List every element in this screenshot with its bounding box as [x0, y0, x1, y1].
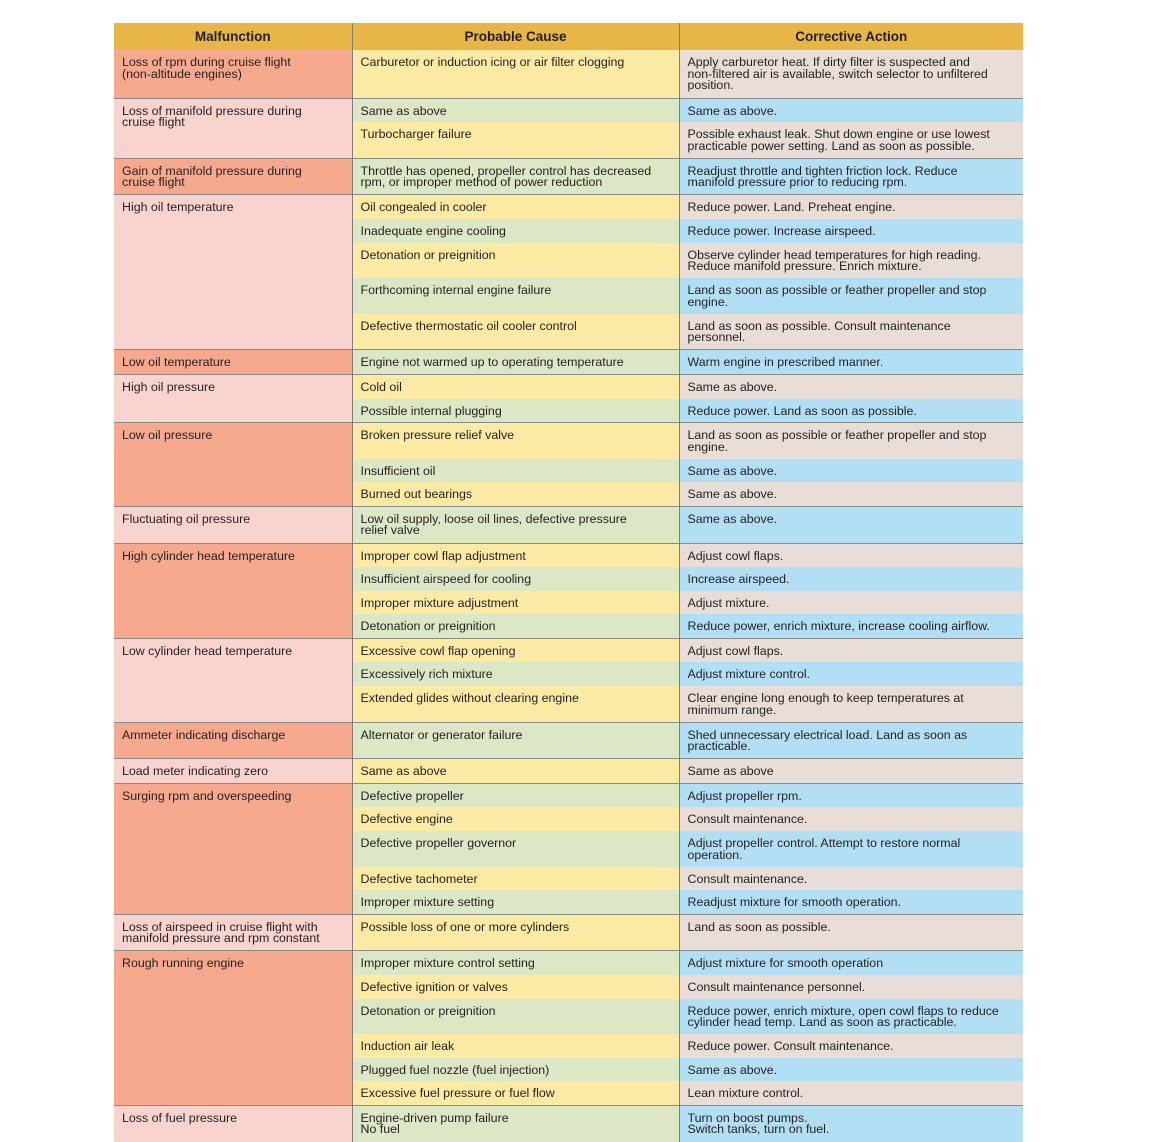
corrective-action-cell: Observe cylinder head temperatures for high reading. Reduce manifold pressure. Enrich mixture.: [679, 243, 1023, 279]
probable-cause-cell: Same as above: [352, 98, 679, 122]
probable-cause-cell: Burned out bearings: [352, 482, 679, 506]
corrective-action-cell: Land as soon as possible or feather propeller and stop engine.: [679, 278, 1023, 314]
corrective-action-cell: Reduce power. Land as soon as possible.: [679, 399, 1023, 423]
probable-cause-cell: Oil congealed in cooler: [352, 195, 679, 219]
corrective-action-cell: Same as above.: [679, 98, 1023, 122]
probable-cause-cell: Defective thermostatic oil cooler control: [352, 314, 679, 350]
table-row: [114, 759, 1023, 784]
table-row: [114, 638, 1023, 662]
probable-cause-cell: Detonation or preignition: [352, 999, 679, 1035]
corrective-action-cell: Consult maintenance personnel.: [679, 975, 1023, 999]
probable-cause-cell: Throttle has opened, propeller control has decreased rpm, or improper method of power reduction: [352, 158, 679, 195]
probable-cause-cell: Defective tachometer: [352, 867, 679, 891]
corrective-action-cell: Reduce power. Increase airspeed.: [679, 219, 1023, 243]
corrective-action-cell: Shed unnecessary electrical load. Land as soon as practicable.: [679, 722, 1023, 759]
table-row: [114, 50, 1023, 98]
corrective-action-cell: Adjust mixture control.: [679, 662, 1023, 686]
corrective-action-cell: Adjust cowl flaps.: [679, 638, 1023, 662]
malfunction-cell: Loss of fuel pressure: [114, 1105, 352, 1141]
malfunction-cell: Low cylinder head temperature: [114, 638, 352, 722]
probable-cause-cell: Same as above: [352, 759, 679, 784]
probable-cause-cell: Engine not warmed up to operating temperature: [352, 350, 679, 375]
header-row: [114, 23, 1023, 50]
corrective-action-cell: Same as above.: [679, 459, 1023, 483]
corrective-action-cell: Consult maintenance.: [679, 807, 1023, 831]
probable-cause-cell: Plugged fuel nozzle (fuel injection): [352, 1058, 679, 1082]
malfunction-cell: Fluctuating oil pressure: [114, 506, 352, 543]
probable-cause-cell: Insufficient oil: [352, 459, 679, 483]
malfunction-cell: Loss of manifold pressure during cruise flight: [114, 98, 352, 158]
probable-cause-cell: Detonation or preignition: [352, 243, 679, 279]
table-row: [114, 951, 1023, 975]
corrective-action-cell: Same as above.: [679, 506, 1023, 543]
probable-cause-cell: Carburetor or induction icing or air filter clogging: [352, 50, 679, 98]
table-row: [114, 506, 1023, 543]
corrective-action-cell: Adjust mixture.: [679, 591, 1023, 615]
probable-cause-cell: Turbocharger failure: [352, 122, 679, 158]
probable-cause-cell: Improper mixture control setting: [352, 951, 679, 975]
table-row: [114, 783, 1023, 807]
probable-cause-cell: Induction air leak: [352, 1034, 679, 1058]
corrective-action-cell: Clear engine long enough to keep temperatures at minimum range.: [679, 686, 1023, 722]
probable-cause-cell: Possible loss of one or more cylinders: [352, 914, 679, 951]
probable-cause-cell: Improper mixture adjustment: [352, 591, 679, 615]
table-row: [114, 543, 1023, 567]
corrective-action-cell: Reduce power, enrich mixture, open cowl flaps to reduce cylinder head temp. Land as soon as practicable.: [679, 999, 1023, 1035]
corrective-action-cell: Same as above.: [679, 374, 1023, 398]
table-row: [114, 195, 1023, 219]
malfunction-cell: High cylinder head temperature: [114, 543, 352, 638]
probable-cause-cell: Detonation or preignition: [352, 614, 679, 638]
corrective-action-cell: Increase airspeed.: [679, 567, 1023, 591]
corrective-action-cell: Possible exhaust leak. Shut down engine or use lowest practicable power setting. Land as soon as possible.: [679, 122, 1023, 158]
corrective-action-cell: Land as soon as possible or feather propeller and stop engine.: [679, 423, 1023, 459]
probable-cause-cell: Forthcoming internal engine failure: [352, 278, 679, 314]
probable-cause-cell: Improper mixture setting: [352, 890, 679, 914]
table-row: [114, 423, 1023, 459]
corrective-action-cell: Adjust propeller rpm.: [679, 783, 1023, 807]
malfunction-cell: Low oil temperature: [114, 350, 352, 375]
corrective-action-cell: Reduce power. Consult maintenance.: [679, 1034, 1023, 1058]
malfunction-cell: High oil temperature: [114, 195, 352, 350]
malfunction-cell: Rough running engine: [114, 951, 352, 1106]
malfunction-cell: Surging rpm and overspeeding: [114, 783, 352, 914]
probable-cause-cell: Excessively rich mixture: [352, 662, 679, 686]
header-malfunction: Malfunction: [114, 23, 352, 50]
malfunction-cell: Loss of rpm during cruise flight (non-altitude engines): [114, 50, 352, 98]
probable-cause-cell: Cold oil: [352, 374, 679, 398]
table-row: [114, 914, 1023, 951]
probable-cause-cell: Alternator or generator failure: [352, 722, 679, 759]
corrective-action-cell: Adjust propeller control. Attempt to restore normal operation.: [679, 831, 1023, 867]
corrective-action-cell: Consult maintenance.: [679, 867, 1023, 891]
table-row: [114, 158, 1023, 195]
probable-cause-cell: Low oil supply, loose oil lines, defective pressure relief valve: [352, 506, 679, 543]
corrective-action-cell: Adjust mixture for smooth operation: [679, 951, 1023, 975]
corrective-action-cell: Same as above.: [679, 482, 1023, 506]
probable-cause-cell: Broken pressure relief valve: [352, 423, 679, 459]
malfunction-cell: High oil pressure: [114, 374, 352, 422]
corrective-action-cell: Readjust throttle and tighten friction lock. Reduce manifold pressure prior to reducing rpm.: [679, 158, 1023, 195]
corrective-action-cell: Readjust mixture for smooth operation.: [679, 890, 1023, 914]
corrective-action-cell: Warm engine in prescribed manner.: [679, 350, 1023, 375]
malfunction-cell: Loss of airspeed in cruise flight with manifold pressure and rpm constant: [114, 914, 352, 951]
corrective-action-cell: Apply carburetor heat. If dirty filter is suspected and non-filtered air is available, switch selector to unfiltered position.: [679, 50, 1023, 98]
probable-cause-cell: Defective propeller governor: [352, 831, 679, 867]
table-row: [114, 1105, 1023, 1141]
probable-cause-cell: Insufficient airspeed for cooling: [352, 567, 679, 591]
corrective-action-cell: Reduce power, enrich mixture, increase cooling airflow.: [679, 614, 1023, 638]
malfunction-cell: Load meter indicating zero: [114, 759, 352, 784]
probable-cause-cell: Excessive fuel pressure or fuel flow: [352, 1081, 679, 1105]
corrective-action-cell: Land as soon as possible. Consult maintenance personnel.: [679, 314, 1023, 350]
corrective-action-cell: Same as above: [679, 759, 1023, 784]
probable-cause-cell: Defective engine: [352, 807, 679, 831]
probable-cause-cell: Possible internal plugging: [352, 399, 679, 423]
table-row: [114, 98, 1023, 122]
table-row: [114, 374, 1023, 398]
table-row: [114, 350, 1023, 375]
corrective-action-cell: Land as soon as possible.: [679, 914, 1023, 951]
malfunction-cell: Gain of manifold pressure during cruise flight: [114, 158, 352, 195]
corrective-action-cell: Same as above.: [679, 1058, 1023, 1082]
probable-cause-cell: Defective propeller: [352, 783, 679, 807]
table-body: [114, 50, 1023, 1142]
table-row: [114, 722, 1023, 759]
malfunction-table: [114, 23, 1023, 1142]
probable-cause-cell: Improper cowl flap adjustment: [352, 543, 679, 567]
probable-cause-cell: Extended glides without clearing engine: [352, 686, 679, 722]
probable-cause-cell: Inadequate engine cooling: [352, 219, 679, 243]
header-corrective-action: Corrective Action: [679, 23, 1023, 50]
probable-cause-cell: Engine-driven pump failure No fuel: [352, 1105, 679, 1141]
header-probable-cause: Probable Cause: [352, 23, 679, 50]
probable-cause-cell: Defective ignition or valves: [352, 975, 679, 999]
corrective-action-cell: Turn on boost pumps. Switch tanks, turn on fuel.: [679, 1105, 1023, 1141]
corrective-action-cell: Reduce power. Land. Preheat engine.: [679, 195, 1023, 219]
corrective-action-cell: Adjust cowl flaps.: [679, 543, 1023, 567]
malfunction-cell: Low oil pressure: [114, 423, 352, 507]
corrective-action-cell: Lean mixture control.: [679, 1081, 1023, 1105]
malfunction-cell: Ammeter indicating discharge: [114, 722, 352, 759]
probable-cause-cell: Excessive cowl flap opening: [352, 638, 679, 662]
